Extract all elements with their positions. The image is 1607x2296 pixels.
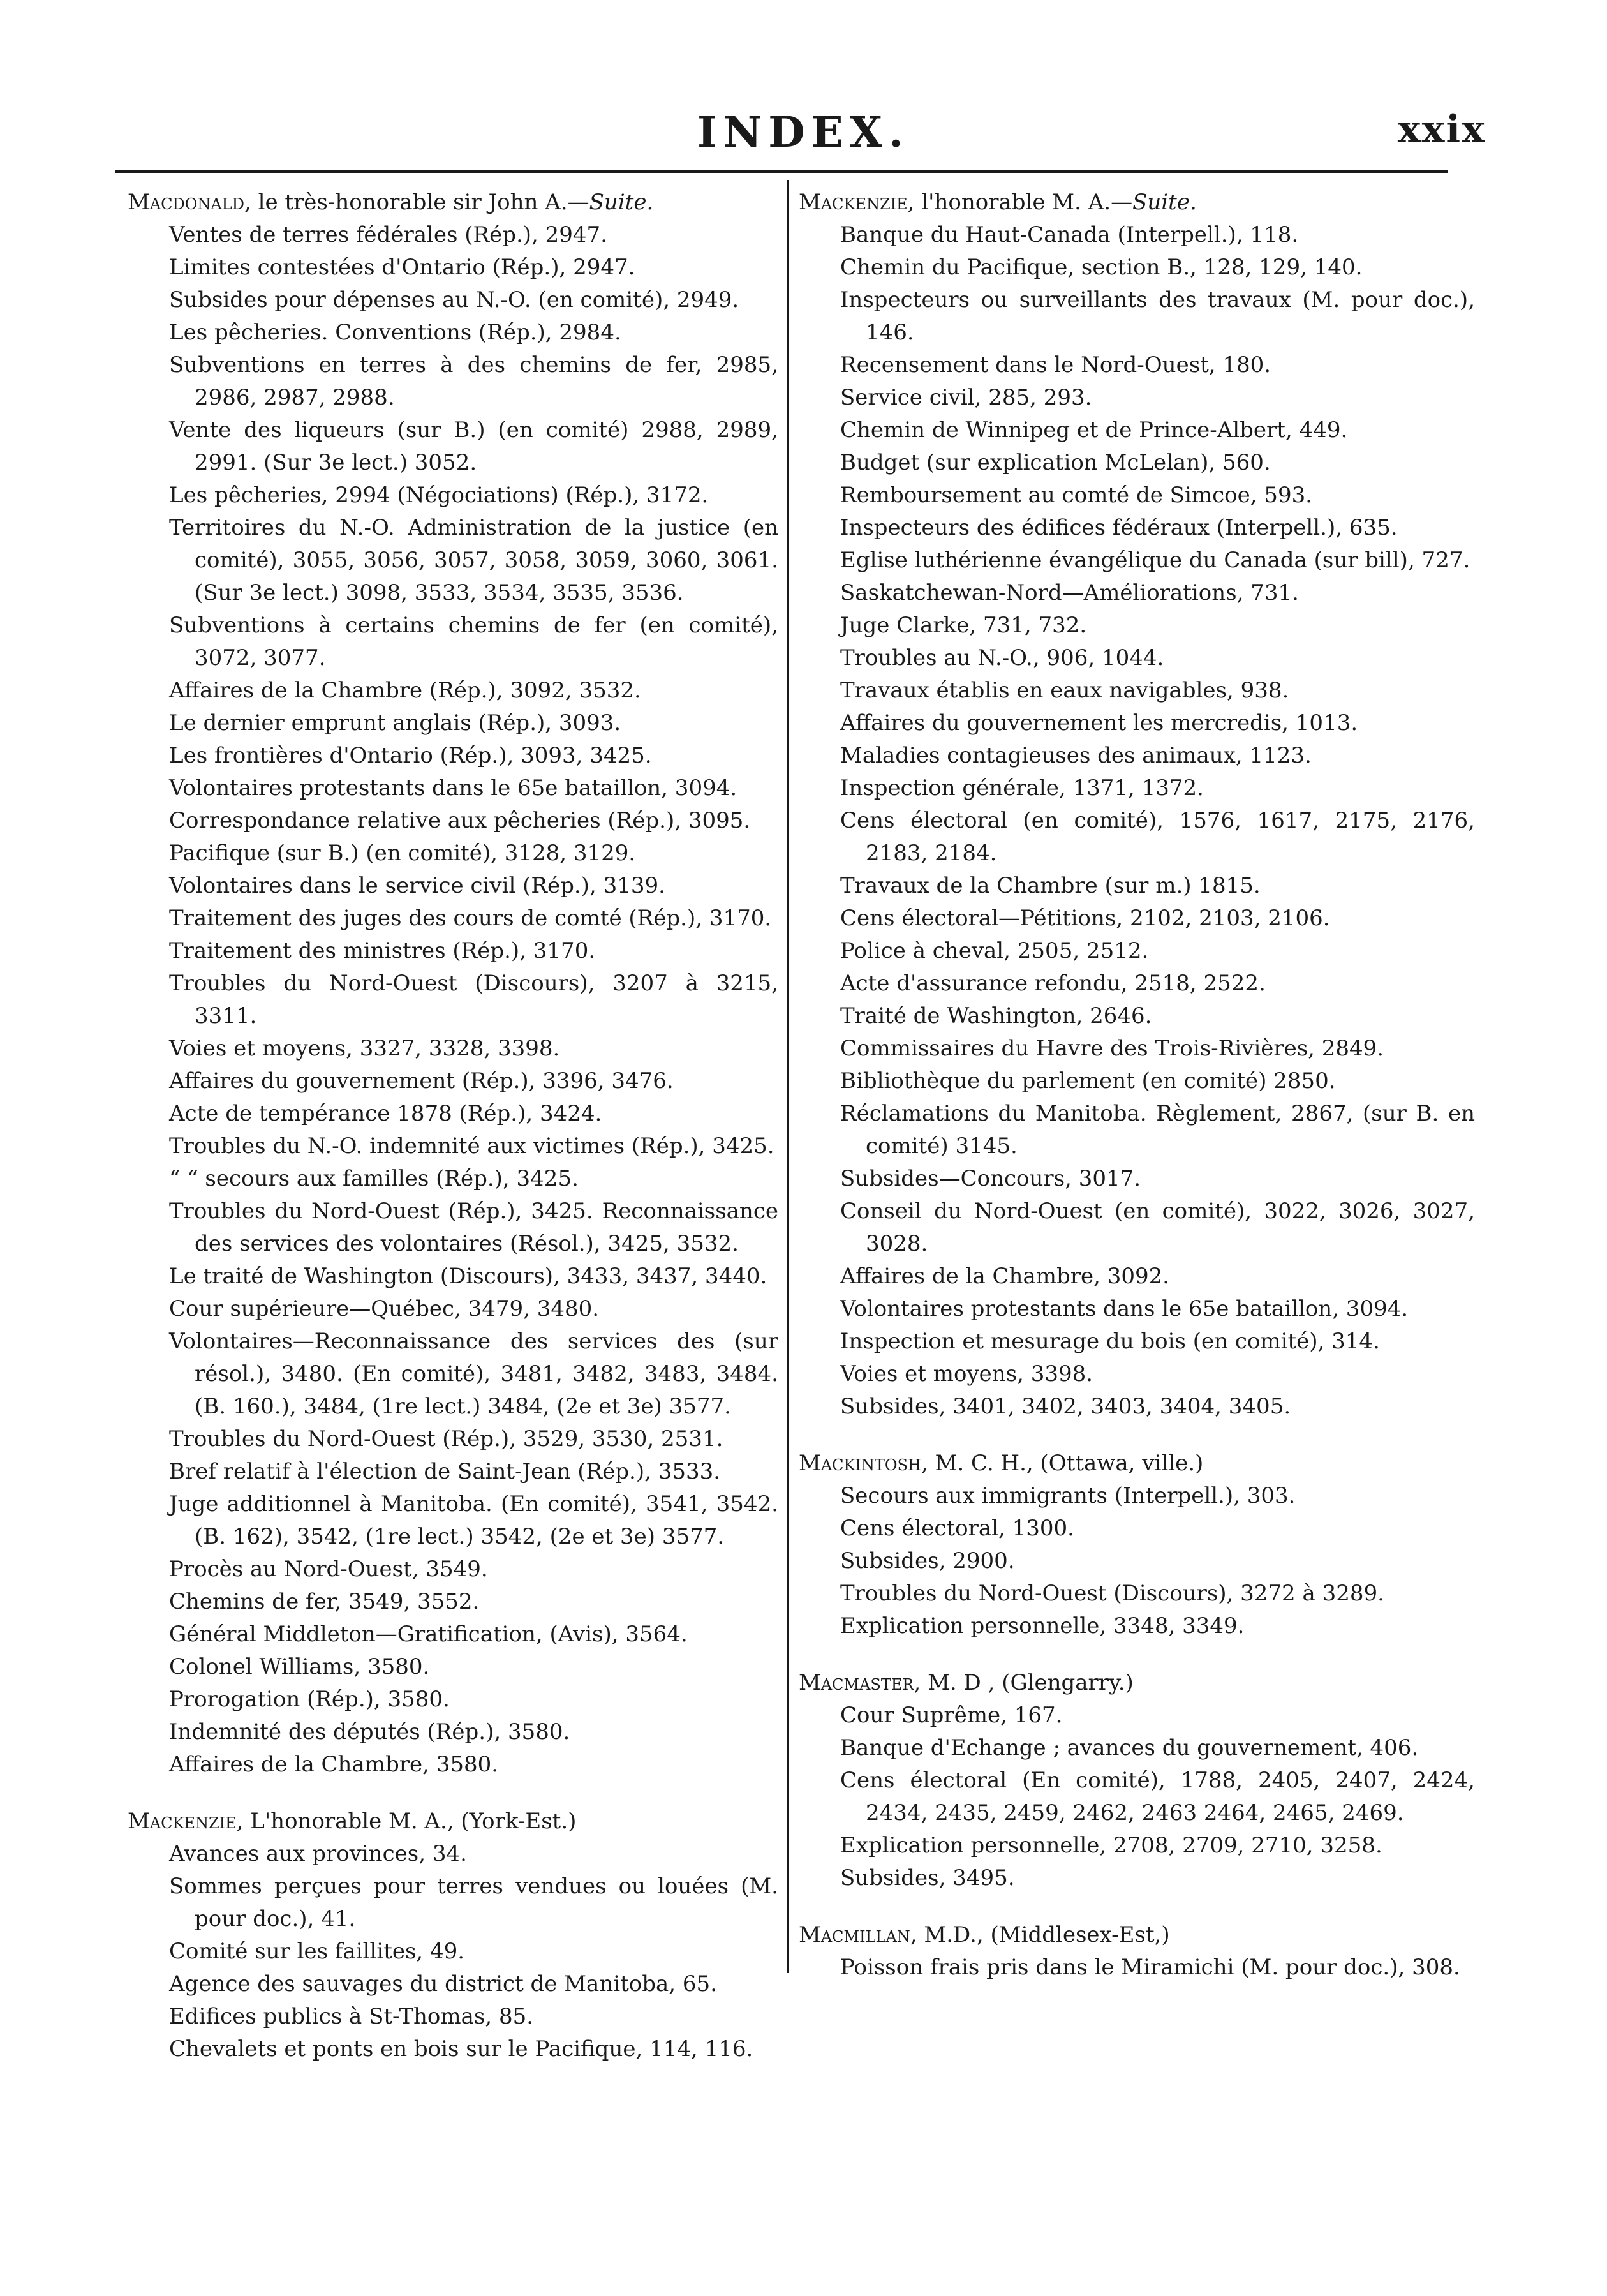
header-rule: [115, 170, 1448, 173]
index-item: Affaires de la Chambre (Rép.), 3092, 3532.: [169, 678, 641, 703]
index-item: Traitement des ministres (Rép.), 3170.: [169, 938, 596, 964]
entry-heading-rest: , le très-honorable sir John A.—: [244, 190, 589, 215]
index-item: Recensement dans le Nord-Ouest, 180.: [840, 352, 1271, 378]
index-item: Cens électoral (En comité), 1788, 2405, 2407, 2424, 2434, 2435, 2459, 2462, 2463 2464, 2465, 2469.: [840, 1768, 1475, 1826]
index-item: Remboursement au comté de Simcoe, 593.: [840, 482, 1313, 508]
index-item: Budget (sur explication McLelan), 560.: [840, 450, 1271, 475]
index-item: Procès au Nord-Ouest, 3549.: [169, 1556, 488, 1582]
index-item: Affaires de la Chambre, 3092.: [840, 1264, 1170, 1289]
index-item: Explication personnelle, 2708, 2709, 2710, 3258.: [840, 1833, 1382, 1858]
index-item: Chemins de fer, 3549, 3552.: [169, 1589, 480, 1614]
left-column: [128, 186, 778, 2203]
index-item: Colonel Williams, 3580.: [169, 1654, 430, 1680]
index-item: Volontaires—Reconnaissance des services des (sur résol.), 3480. (En comité), 3481, 3482, 3483, 3484. (B. 160.), 3484, (1re lect.) 3484, (2e et 3e) 3577.: [169, 1329, 778, 1419]
entry-heading-rest: , M. D , (Glengarry.): [914, 1670, 1134, 1696]
index-item: Ventes de terres fédérales (Rép.), 2947.: [169, 222, 607, 248]
entry-name: Macdonald: [128, 190, 244, 215]
index-item: Troubles du Nord-Ouest (Discours), 3272 à 3289.: [840, 1581, 1384, 1606]
entry-heading-rest: , l'honorable M. A.—: [907, 190, 1133, 215]
index-item: Saskatchewan-Nord—Améliorations, 731.: [840, 580, 1299, 606]
index-item: Voies et moyens, 3398.: [840, 1361, 1093, 1387]
index-item: Subsides, 3401, 3402, 3403, 3404, 3405.: [840, 1394, 1291, 1419]
entry-heading: [128, 1805, 778, 1838]
index-item: Eglise luthérienne évangélique du Canada (sur bill), 727.: [840, 548, 1470, 573]
entry-heading-rest: , L'honorable M. A., (York-Est.): [236, 1808, 577, 1834]
index-item: Volontaires dans le service civil (Rép.), 3139.: [169, 873, 665, 898]
index-item: Police à cheval, 2505, 2512.: [840, 938, 1149, 964]
index-item: Avances aux provinces, 34.: [169, 1841, 467, 1867]
index-item: Juge additionnel à Manitoba. (En comité), 3541, 3542. (B. 162), 3542, (1re lect.) 3542, (2e et 3e) 3577.: [169, 1491, 778, 1549]
index-item: Troubles du Nord-Ouest (Rép.), 3529, 3530, 2531.: [169, 1426, 723, 1452]
index-item: Explication personnelle, 3348, 3349.: [840, 1613, 1245, 1639]
index-item: Chemin de Winnipeg et de Prince-Albert, 449.: [840, 417, 1348, 443]
index-item: Indemnité des députés (Rép.), 3580.: [169, 1719, 570, 1745]
index-entry: [799, 1667, 1475, 1895]
index-item: Voies et moyens, 3327, 3328, 3398.: [169, 1036, 560, 1061]
index-item: Acte d'assurance refondu, 2518, 2522.: [840, 971, 1266, 996]
index-item: Territoires du N.-O. Administration de la justice (en comité), 3055, 3056, 3057, 3058, 3059, 3060, 3061. (Sur 3e lect.) 3098, 3533, 3534, 3535, 3536.: [169, 515, 778, 606]
index-item: Traité de Washington, 2646.: [840, 1003, 1152, 1029]
index-item: Acte de tempérance 1878 (Rép.), 3424.: [169, 1101, 602, 1126]
index-item: Bibliothèque du parlement (en comité) 2850.: [840, 1068, 1336, 1094]
index-item: Vente des liqueurs (sur B.) (en comité) 2988, 2989, 2991. (Sur 3e lect.) 3052.: [169, 417, 778, 475]
index-item: Troubles du Nord-Ouest (Rép.), 3425. Reconnaissance des services des volontaires (Résol.), 3425, 3532.: [169, 1198, 778, 1256]
index-item: Inspection et mesurage du bois (en comité), 314.: [840, 1329, 1380, 1354]
index-item: Subsides, 3495.: [840, 1865, 1015, 1891]
index-item: Subventions à certains chemins de fer (en comité), 3072, 3077.: [169, 613, 778, 671]
entry-name: Mackenzie: [128, 1808, 237, 1834]
index-item: Traitement des juges des cours de comté (Rép.), 3170.: [169, 906, 772, 931]
index-item: Affaires de la Chambre, 3580.: [169, 1752, 499, 1777]
index-item: Volontaires protestants dans le 65e bataillon, 3094.: [840, 1296, 1409, 1322]
index-item: Prorogation (Rép.), 3580.: [169, 1687, 450, 1712]
entry-heading: [799, 1919, 1475, 1951]
entry-heading: [799, 186, 1475, 219]
entry-heading-rest: , M. C. H., (Ottawa, ville.): [921, 1450, 1204, 1476]
page-title: INDEX.: [697, 107, 910, 157]
index-item: Général Middleton—Gratification, (Avis), 3564.: [169, 1621, 688, 1647]
entry-name: Mackintosh: [799, 1450, 921, 1476]
entry-heading-rest: , M.D., (Middlesex-Est,): [910, 1922, 1170, 1948]
index-item: Subsides—Concours, 3017.: [840, 1166, 1141, 1191]
index-item: Les pêcheries, 2994 (Négociations) (Rép.), 3172.: [169, 482, 709, 508]
index-item: Troubles du N.-O. indemnité aux victimes (Rép.), 3425.: [169, 1133, 774, 1159]
index-item: Juge Clarke, 731, 732.: [840, 613, 1087, 638]
index-item: Affaires du gouvernement les mercredis, 1013.: [840, 710, 1358, 736]
index-item: Service civil, 285, 293.: [840, 385, 1092, 410]
index-item: Le traité de Washington (Discours), 3433, 3437, 3440.: [169, 1264, 767, 1289]
index-item: Pacifique (sur B.) (en comité), 3128, 3129.: [169, 840, 636, 866]
index-item: Chevalets et ponts en bois sur le Pacifique, 114, 116.: [169, 2036, 753, 2062]
entry-name: Macmaster: [799, 1670, 914, 1696]
index-item: Banque d'Echange ; avances du gouvernement, 406.: [840, 1735, 1419, 1761]
index-item: Poisson frais pris dans le Miramichi (M. pour doc.), 308.: [840, 1955, 1460, 1980]
index-item: Inspecteurs des édifices fédéraux (Interpell.), 635.: [840, 515, 1398, 540]
index-item: Subsides pour dépenses au N.-O. (en comité), 2949.: [169, 287, 739, 313]
index-item: Conseil du Nord-Ouest (en comité), 3022, 3026, 3027, 3028.: [840, 1198, 1475, 1256]
index-entry: [128, 1805, 778, 2066]
index-item: Bref relatif à l'élection de Saint-Jean (Rép.), 3533.: [169, 1459, 721, 1484]
index-item: Le dernier emprunt anglais (Rép.), 3093.: [169, 710, 621, 736]
index-item: Limites contestées d'Ontario (Rép.), 2947.: [169, 255, 635, 280]
index-item: Commissaires du Havre des Trois-Rivières, 2849.: [840, 1036, 1384, 1061]
index-item: Inspecteurs ou surveillants des travaux (M. pour doc.), 146.: [840, 287, 1475, 345]
index-item: Troubles du Nord-Ouest (Discours), 3207 à 3215, 3311.: [169, 971, 778, 1029]
index-item: Inspection générale, 1371, 1372.: [840, 775, 1204, 801]
page-number: xxix: [1397, 107, 1486, 152]
entry-heading: [799, 1447, 1475, 1480]
index-item: Cens électoral, 1300.: [840, 1516, 1074, 1541]
index-item: Cour Suprême, 167.: [840, 1703, 1063, 1728]
index-entry: [799, 1447, 1475, 1643]
index-item: Travaux de la Chambre (sur m.) 1815.: [840, 873, 1261, 898]
index-item: Sommes perçues pour terres vendues ou louées (M. pour doc.), 41.: [169, 1874, 778, 1932]
index-item: Les frontières d'Ontario (Rép.), 3093, 3425.: [169, 743, 652, 768]
index-item: Subsides, 2900.: [840, 1548, 1015, 1574]
entry-name: Mackenzie: [799, 190, 908, 215]
entry-name: Macmillan: [799, 1922, 910, 1948]
index-item: Travaux établis en eaux navigables, 938.: [840, 678, 1289, 703]
index-item: Agence des sauvages du district de Manitoba, 65.: [169, 1971, 717, 1997]
index-item: Subventions en terres à des chemins de fer, 2985, 2986, 2987, 2988.: [169, 352, 778, 410]
index-item: Cens électoral (en comité), 1576, 1617, 2175, 2176, 2183, 2184.: [840, 808, 1475, 866]
index-entry: [799, 186, 1475, 1423]
index-item: Maladies contagieuses des animaux, 1123.: [840, 743, 1312, 768]
index-item: Volontaires protestants dans le 65e bataillon, 3094.: [169, 775, 737, 801]
entry-suite: Suite.: [1132, 190, 1197, 215]
index-item: Comité sur les faillites, 49.: [169, 1939, 465, 1964]
entry-heading: [128, 186, 778, 219]
right-column: [799, 186, 1475, 2203]
index-item: Correspondance relative aux pêcheries (Rép.), 3095.: [169, 808, 751, 833]
index-item: “ “ secours aux familles (Rép.), 3425.: [169, 1166, 579, 1191]
index-item: Les pêcheries. Conventions (Rép.), 2984.: [169, 320, 621, 345]
index-item: Chemin du Pacifique, section B., 128, 129, 140.: [840, 255, 1363, 280]
column-divider: [787, 180, 789, 1973]
index-item: Troubles au N.-O., 906, 1044.: [840, 645, 1164, 671]
index-item: Réclamations du Manitoba. Règlement, 2867, (sur B. en comité) 3145.: [840, 1101, 1475, 1159]
index-item: Secours aux immigrants (Interpell.), 303.: [840, 1483, 1296, 1509]
entry-suite: Suite.: [589, 190, 654, 215]
index-item: Cens électoral—Pétitions, 2102, 2103, 2106.: [840, 906, 1330, 931]
index-entry: [128, 186, 778, 1781]
index-item: Cour supérieure—Québec, 3479, 3480.: [169, 1296, 600, 1322]
index-item: Banque du Haut-Canada (Interpell.), 118.: [840, 222, 1299, 248]
index-item: Affaires du gouvernement (Rép.), 3396, 3476.: [169, 1068, 674, 1094]
entry-heading: [799, 1667, 1475, 1699]
index-entry: [799, 1919, 1475, 1984]
index-item: Edifices publics à St-Thomas, 85.: [169, 2004, 534, 2029]
